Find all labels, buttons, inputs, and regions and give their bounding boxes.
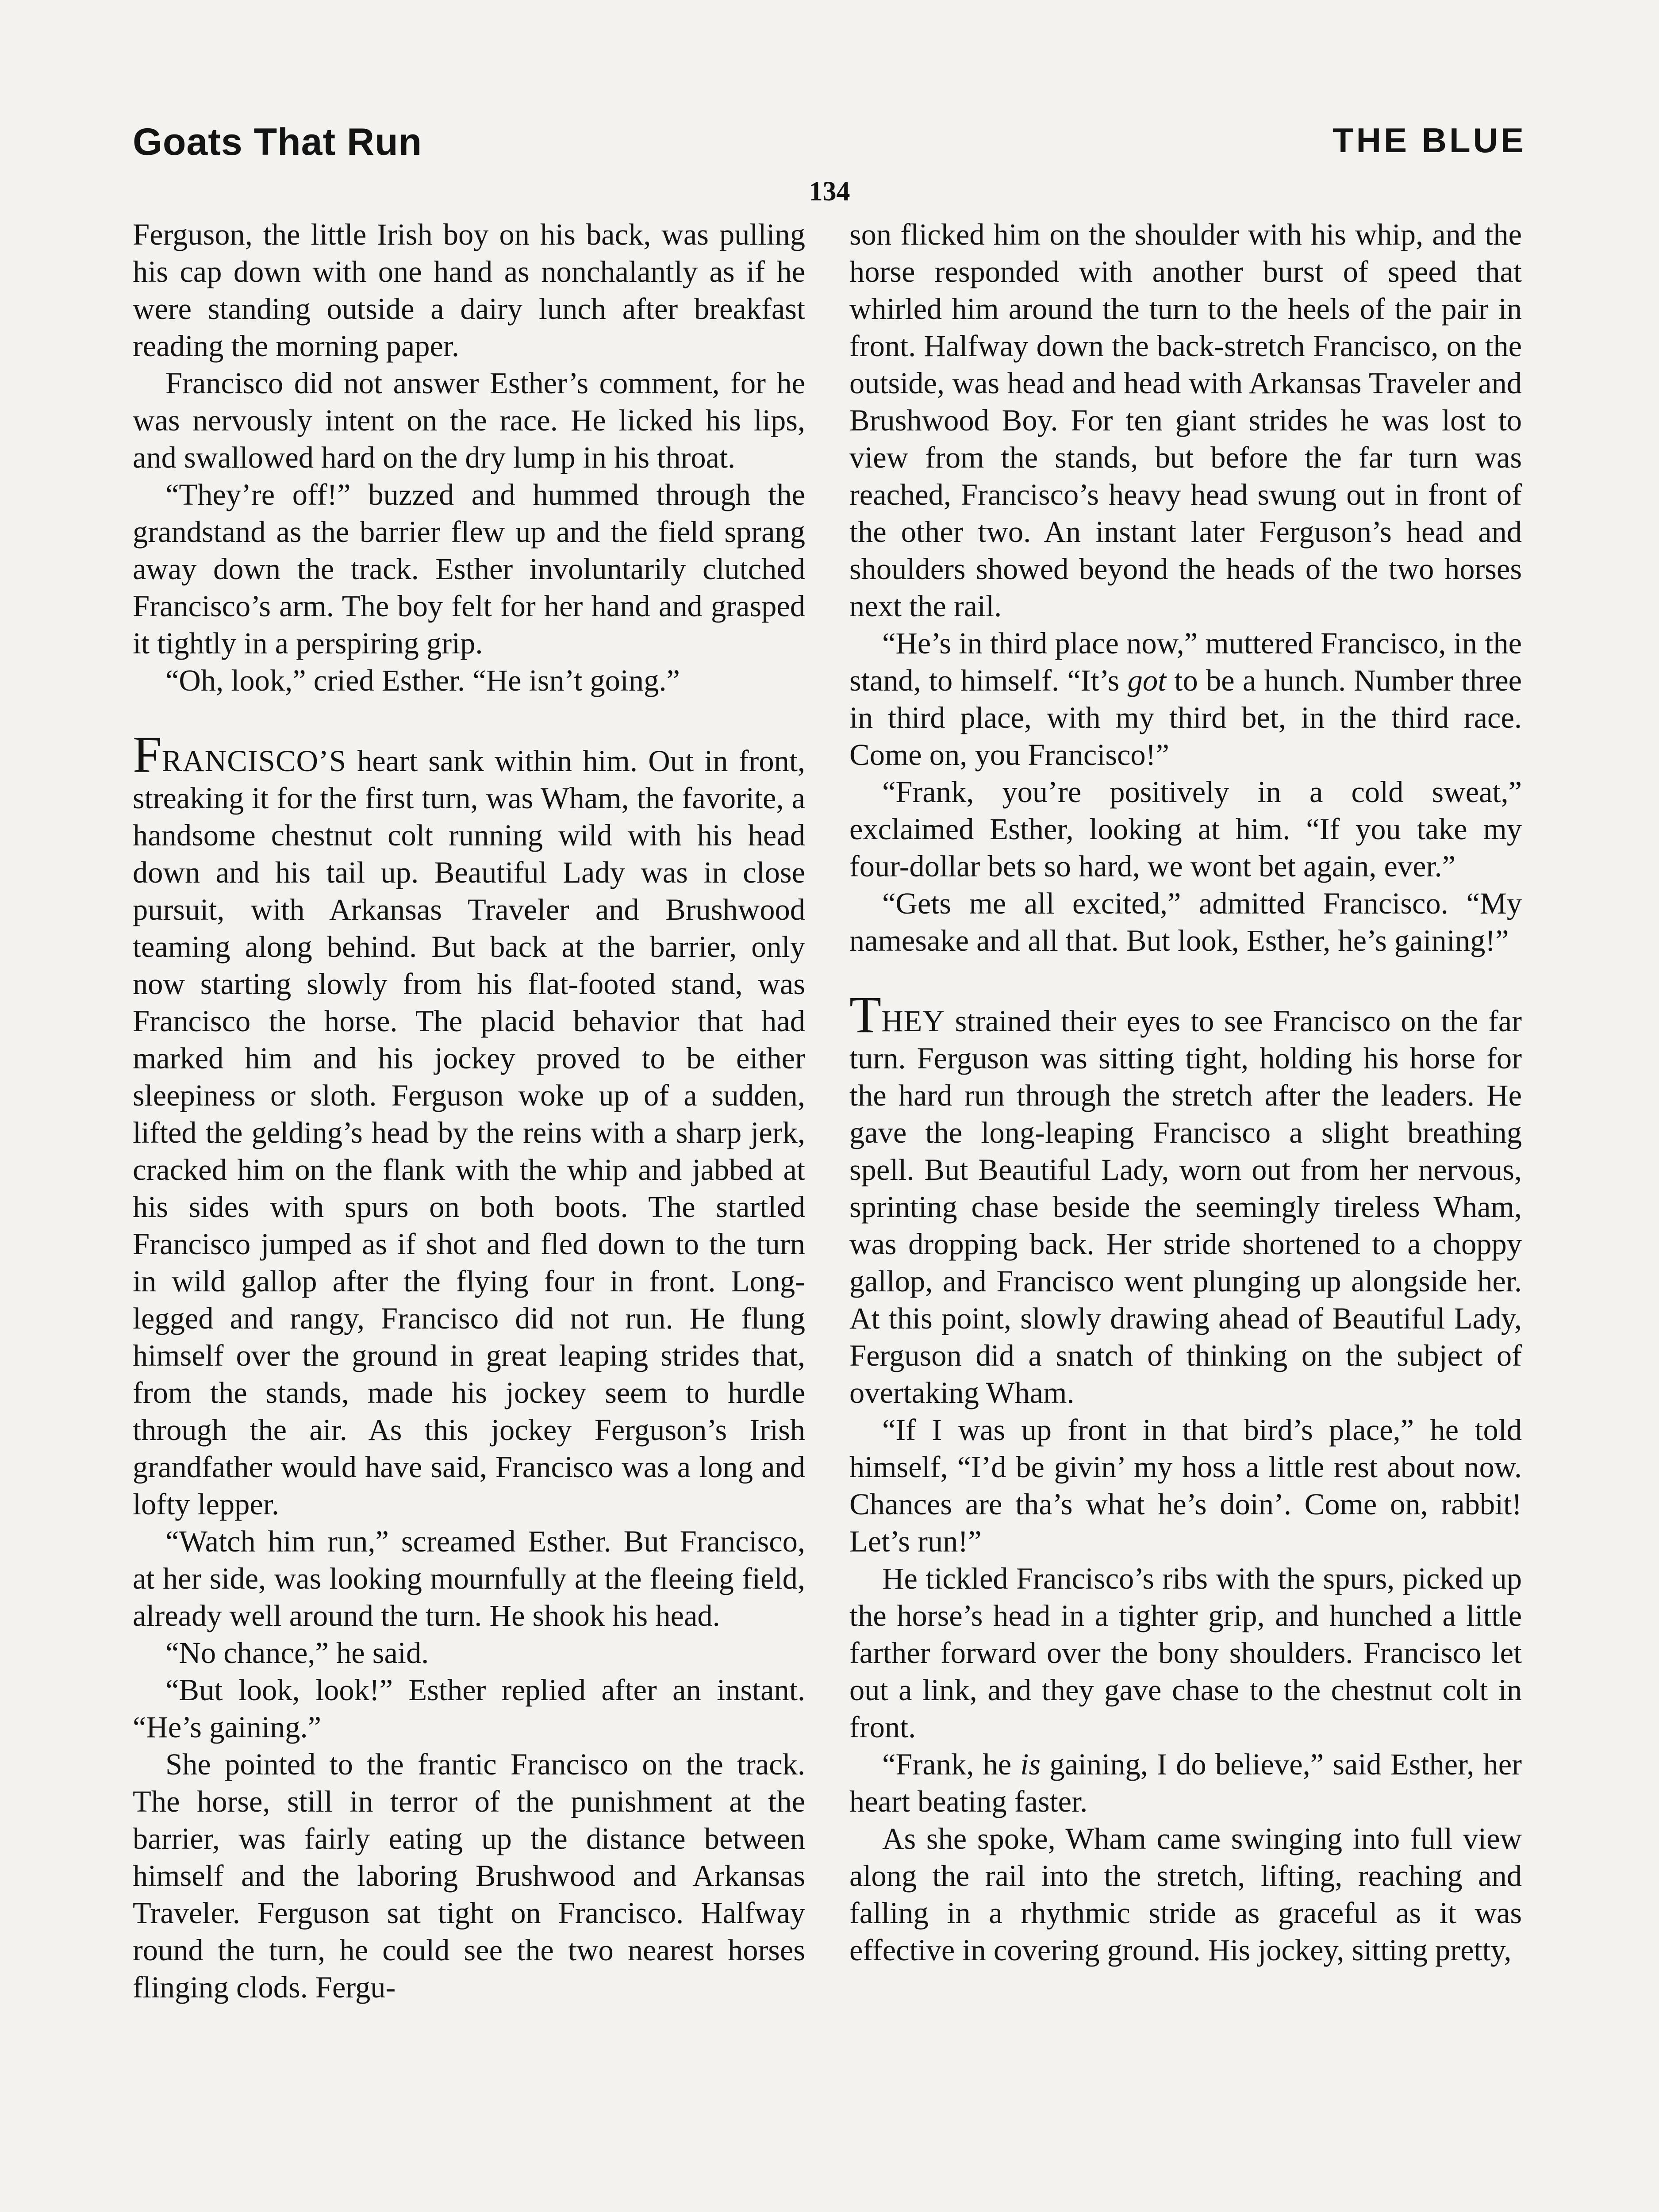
drop-cap: F xyxy=(133,726,162,783)
lead-in-caps: HEY xyxy=(881,1004,945,1038)
paragraph: Ferguson, the little Irish boy on his back, was pulling his cap down with one hand as nonchalantly as if he were standing outside a dairy lunch after breakfast reading the morning paper. xyxy=(133,218,805,363)
paragraph-text: “Frank, he xyxy=(882,1747,1021,1781)
paragraph: She pointed to the frantic Francisco on the track. The horse, still in terror of the punishment at the barrier, was fairly eating up the distance between himself and the laboring Brushwood and Arkansas Traveler. Ferguson sat tight on Francisco. Halfway round the turn, he could see the two nearest horses flinging clods. Fergu- xyxy=(133,1747,805,2004)
paragraph: He tickled Francisco’s ribs with the spurs, picked up the horse’s head in a tighter grip, and hunched a little farther forward over the bony shoulders. Francisco let out a link, and they gave chase to the chestnut colt in front. xyxy=(849,1562,1522,1744)
emphasis: got xyxy=(1127,664,1167,697)
paragraph: “No chance,” he said. xyxy=(165,1636,429,1670)
left-column xyxy=(133,216,805,2006)
page-number: 134 xyxy=(809,177,850,207)
paragraph-text: strained their eyes to see Francisco on the far turn. Ferguson was sitting tight, holding his horse for the hard run through the stretch after the leaders. He gave the long-leaping Francisco a slight breathing spell. But Beautiful Lady, worn out from her nervous, sprinting chase beside the seemingly tireless Wham, was dropping back. Her stride shortened to a choppy gallop, and Francisco went plunging up alongside her. At this point, slowly drawing ahead of Beautiful Lady, Ferguson did a snatch of thinking on the subject of overtaking Wham. xyxy=(849,1004,1522,1409)
lead-in-caps: RANCISCO’S xyxy=(161,744,346,778)
right-column xyxy=(849,216,1522,1969)
section-paragraph xyxy=(849,986,1522,1411)
running-header xyxy=(133,120,1526,173)
paragraph-text: heart sank within him. Out in front, streaking it for the first turn, was Wham, the favorite, a handsome chestnut colt running wild with his head down and his tail up. Beautiful Lady was in close pursuit, with Arkansas Traveler and Brushwood teaming along behind. But back at the barrier, only now starting slowly from his flat-footed stand, was Francisco the horse. The placid behavior that had marked him and his jockey proved to be either sleepiness or sloth. Ferguson woke up of a sudden, lifted the gelding’s head by the reins with a sharp jerk, cracked him on the flank with the whip and jabbed at his sides with spurs on both boots. The startled Francisco jumped as if shot and fled down to the turn in wild gallop after the flying four in front. Long-legged and rangy, Francisco did not run. He flung himself over the ground in great leaping strides that, from the stands, made his jockey seem to hurdle through the air. As this jockey Ferguson’s Irish grandfather would have said, Francisco was a long and lofty lepper. xyxy=(133,744,805,1521)
paragraph-text: “He’s in third place now,” muttered Francisco, in the stand, to himself. “It’s xyxy=(849,626,1522,697)
paragraph: “Watch him run,” screamed Esther. But Francisco, at her side, was looking mournfully at the fleeing field, already well around the turn. He shook his head. xyxy=(133,1525,805,1632)
paragraph: Francisco did not answer Esther’s comment, for he was nervously intent on the race. He licked his lips, and swallowed hard on the dry lump in his throat. xyxy=(133,366,805,474)
story-title: Goats That Run xyxy=(133,121,422,163)
paragraph xyxy=(849,1746,1522,1820)
paragraph: “Frank, you’re positively in a cold sweat,” exclaimed Esther, looking at him. “If you take my four-dollar bets so hard, we wont bet again, ever.” xyxy=(849,775,1522,883)
paragraph: son flicked him on the shoulder with his whip, and the horse responded with another burst of speed that whirled him around the turn to the heels of the pair in front. Halfway down the back-stretch Francisco, on the outside, was head and head with Arkansas Traveler and Brushwood Boy. For ten giant strides he was lost to view from the stands, but before the far turn was reached, Francisco’s heavy head swung out in front of the other two. An instant later Ferguson’s head and shoulders showed beyond the heads of the two horses next the rail. xyxy=(849,218,1522,623)
paragraph: “Gets me all excited,” admitted Francisco. “My namesake and all that. But look, Esther, he’s gaining!” xyxy=(849,887,1522,957)
paragraph: As she spoke, Wham came swinging into full view along the rail into the stretch, lifting, reaching and falling in a rhythmic stride as graceful as it was effective in covering ground. His jockey, sitting pretty, xyxy=(849,1822,1522,1967)
paragraph: “They’re off!” buzzed and hummed through the grandstand as the barrier flew up and the field sprang away down the track. Esther involuntarily clutched Francisco’s arm. The boy felt for her hand and grasped it tightly in a perspiring grip. xyxy=(133,478,805,660)
emphasis: is xyxy=(1020,1747,1041,1781)
magazine-name: THE BLUE xyxy=(1333,121,1526,160)
paragraph-text: gaining, I do believe,” said Esther, her heart beating faster. xyxy=(849,1747,1522,1818)
paragraph xyxy=(849,625,1522,773)
paragraph-text: to be a hunch. Number three in third place, with my third bet, in the third race. Come on, you Francisco!” xyxy=(849,664,1522,772)
section-paragraph xyxy=(133,726,805,1523)
paragraph: “But look, look!” Esther replied after an instant. “He’s gaining.” xyxy=(133,1673,805,1744)
paragraph: “If I was up front in that bird’s place,” he told himself, “I’d be givin’ my hoss a little rest about now. Chances are tha’s what he’s doin’. Come on, rabbit! Let’s run!” xyxy=(849,1413,1522,1558)
paragraph: “Oh, look,” cried Esther. “He isn’t going.” xyxy=(165,664,680,697)
drop-cap: T xyxy=(849,986,882,1044)
